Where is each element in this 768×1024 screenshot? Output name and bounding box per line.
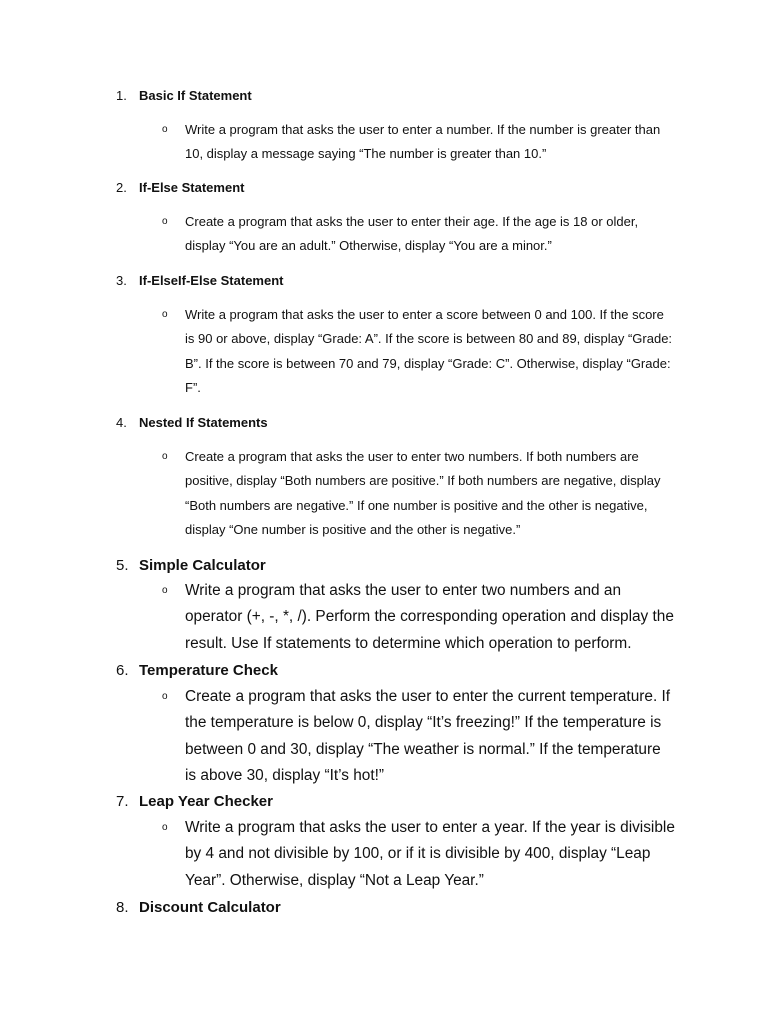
item-number: 2.: [116, 180, 127, 195]
item-description: Write a program that asks the user to enter two numbers and an operator (+, -, *, /). Perform the corresponding operation and display the result. Use If statements to determine which operation to perform.: [185, 582, 674, 652]
item-description: Create a program that asks the user to enter their age. If the age is 18 or older, display “You are an adult.” Otherwise, display “You are a minor.”: [185, 214, 639, 254]
item-number: 1.: [116, 88, 127, 103]
bullet-icon: o: [162, 822, 168, 833]
item-title: Discount Calculator: [139, 899, 281, 916]
item-title: If-Else Statement: [139, 180, 245, 195]
item-title: Basic If Statement: [139, 88, 252, 103]
bullet-icon: o: [162, 585, 168, 596]
item-description: Create a program that asks the user to enter the current temperature. If the temperature is below 0, display “It’s freezing!” If the temperature is between 0 and 30, display “The weather is normal.” If the temperature is above 30, display “It’s hot!”: [185, 688, 671, 785]
bullet-icon: o: [162, 451, 168, 462]
item-number: 7.: [116, 793, 129, 810]
item-number: 6.: [116, 662, 129, 679]
item-title: Leap Year Checker: [139, 793, 273, 810]
item-description: Write a program that asks the user to enter a year. If the year is divisible by 4 and not divisible by 100, or if it is divisible by 400, display “Leap Year”. Otherwise, display “Not a Leap Year.”: [185, 819, 675, 889]
bullet-icon: o: [162, 124, 168, 135]
item-description: Create a program that asks the user to enter two numbers. If both numbers are positive, display “Both numbers are positive.” If both numbers are negative, display “Both numbers are negative.” If one number is positive and the other is negative, display “One number is positive and the other is negative.”: [185, 449, 661, 537]
item-number: 8.: [116, 899, 129, 916]
item-description: Write a program that asks the user to enter a score between 0 and 100. If the score is 90 or above, display “Grade: A”. If the score is between 80 and 89, display “Grade: B”. If the score is between 70 and 79, display “Grade: C”. Otherwise, display “Grade: F”.: [185, 307, 673, 395]
item-number: 5.: [116, 557, 129, 574]
item-number: 3.: [116, 273, 127, 288]
item-title: Simple Calculator: [139, 557, 266, 574]
item-number: 4.: [116, 415, 127, 430]
item-title: Temperature Check: [139, 662, 278, 679]
bullet-icon: o: [162, 216, 168, 227]
bullet-icon: o: [162, 309, 168, 320]
item-description: Write a program that asks the user to enter a number. If the number is greater than 10, display a message saying “The number is greater than 10.”: [185, 122, 661, 162]
item-title: Nested If Statements: [139, 415, 268, 430]
bullet-icon: o: [162, 691, 168, 702]
item-title: If-ElseIf-Else Statement: [139, 273, 284, 288]
